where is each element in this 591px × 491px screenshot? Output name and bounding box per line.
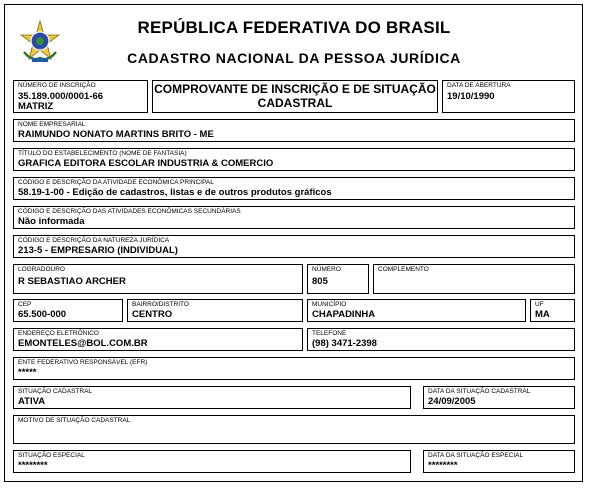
bairro-box (127, 299, 303, 322)
logradouro-label: LOGRADOURO (18, 266, 65, 273)
complemento-label: COMPLEMENTO (378, 266, 429, 273)
situacao-box (13, 386, 411, 409)
situacao-value: ATIVA (18, 396, 46, 407)
logradouro-box (13, 264, 303, 294)
natureza-label: CÓDIGO E DESCRIÇÃO DA NATUREZA JURÍDICA (18, 237, 170, 244)
abertura-value: 19/10/1990 (447, 91, 495, 102)
abertura-label: DATA DE ABERTURA (447, 82, 511, 89)
comprovante-title-line2: CADASTRAL (257, 96, 333, 110)
cep-label: CEP (18, 301, 32, 308)
fantasia-value: GRAFICA EDITORA ESCOLAR INDUSTRIA & COMERCIO (18, 158, 274, 169)
email-label: ENDEREÇO ELETRÔNICO (18, 330, 99, 337)
atividades-secundarias-label: CÓDIGO E DESCRIÇÃO DAS ATIVIDADES ECONÔMICAS SECUNDÁRIAS (18, 208, 241, 215)
data-situacao-especial-label: DATA DA SITUAÇÃO ESPECIAL (428, 452, 524, 459)
efr-label: ENTE FEDERATIVO RESPONSÁVEL (EFR) (18, 359, 148, 366)
atividade-principal-box (13, 177, 575, 200)
situacao-especial-label: SITUAÇÃO ESPECIAL (18, 452, 85, 459)
motivo-label: MOTIVO DE SITUAÇÃO CADASTRAL (18, 417, 131, 424)
cep-box (13, 299, 123, 322)
bairro-value: CENTRO (132, 309, 173, 320)
comprovante-title-line1: COMPROVANTE DE INSCRIÇÃO E DE SITUAÇÃO (154, 82, 436, 96)
atividade-principal-label: CÓDIGO E DESCRIÇÃO DA ATIVIDADE ECONÔMICA PRINCIPAL (18, 179, 214, 186)
nome-label: NOME EMPRESARIAL (18, 121, 86, 128)
efr-value: ***** (18, 367, 37, 378)
abertura-box (442, 80, 575, 113)
atividades-secundarias-value: Não informada (18, 216, 85, 227)
cep-value: 65.500-000 (18, 309, 67, 320)
document-subtitle: CADASTRO NACIONAL DA PESSOA JURÍDICA (127, 50, 461, 66)
situacao-label: SITUAÇÃO CADASTRAL (18, 388, 93, 395)
coat-of-arms-emblem (18, 20, 62, 64)
inscricao-box (13, 80, 148, 113)
situacao-especial-value: ******** (18, 460, 48, 471)
numero-box (307, 264, 369, 294)
municipio-value: CHAPADINHA (312, 309, 376, 320)
telefone-box (307, 328, 575, 351)
municipio-box (307, 299, 526, 322)
efr-box (13, 357, 575, 380)
data-situacao-value: 24/09/2005 (428, 396, 476, 407)
logradouro-value: R SEBASTIAO ARCHER (18, 276, 126, 287)
numero-label: NÚMERO (312, 266, 341, 273)
data-situacao-box (423, 386, 575, 409)
uf-label: UF (535, 301, 544, 308)
numero-value: 805 (312, 276, 328, 287)
natureza-box (13, 235, 575, 258)
municipio-label: MUNICÍPIO (312, 301, 347, 308)
nome-value: RAIMUNDO NONATO MARTINS BRITO - ME (18, 129, 214, 140)
comprovante-box (152, 80, 438, 113)
telefone-label: TELEFONE (312, 330, 347, 337)
data-situacao-especial-value: ******** (428, 460, 458, 471)
fantasia-box (13, 148, 575, 171)
uf-box (530, 299, 575, 322)
fantasia-label: TÍTULO DO ESTABELECIMENTO (NOME DE FANTASIA) (18, 150, 187, 157)
data-situacao-especial-box (423, 450, 575, 473)
atividades-secundarias-box (13, 206, 575, 229)
uf-value: MA (535, 309, 550, 320)
motivo-box (13, 415, 575, 444)
inscricao-value: 35.189.000/0001-66 (18, 91, 104, 102)
telefone-value: (98) 3471-2398 (312, 338, 377, 349)
nome-box (13, 119, 575, 142)
email-box (13, 328, 303, 351)
bairro-label: BAIRRO/DISTRITO (132, 301, 189, 308)
inscricao-tipo: MATRIZ (18, 101, 54, 112)
inscricao-label: NÚMERO DE INSCRIÇÃO (18, 82, 96, 89)
email-value: EMONTELES@BOL.COM.BR (18, 338, 148, 349)
data-situacao-label: DATA DA SITUAÇÃO CADASTRAL (428, 388, 531, 395)
complemento-box (373, 264, 575, 294)
situacao-especial-box (13, 450, 411, 473)
document-title: REPÚBLICA FEDERATIVA DO BRASIL (137, 18, 451, 37)
natureza-value: 213-5 - EMPRESARIO (INDIVIDUAL) (18, 245, 178, 256)
atividade-principal-value: 58.19-1-00 - Edição de cadastros, listas e de outros produtos gráficos (18, 187, 332, 198)
